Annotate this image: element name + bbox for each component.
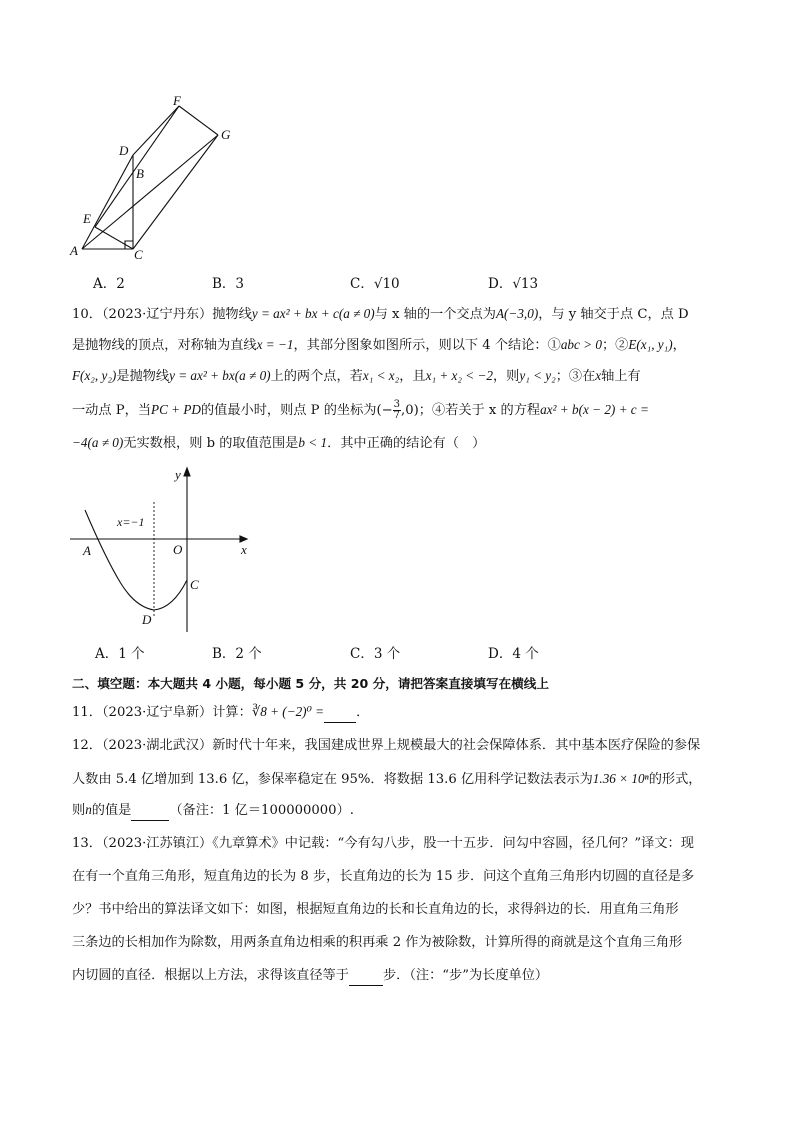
q13-line-5: 内切圆的直径．根据以上方法，求得该直径等于 步．（注：“步”为长度单位） — [72, 967, 548, 986]
label-f: F — [173, 93, 181, 108]
parabola-graph — [65, 462, 265, 637]
q9-option-b[interactable]: B．3 — [212, 276, 245, 292]
segment-cg — [133, 135, 218, 249]
y-axis-arrow — [184, 468, 190, 476]
q10-option-d[interactable]: D．4 个 — [488, 646, 539, 662]
segment-ad — [82, 155, 133, 249]
q10-line-5: −4(a ≠ 0)无实数根，则 b 的取值范围是b < 1．其中正确的结论有（ ） — [72, 435, 486, 451]
q11-answer-blank[interactable] — [324, 704, 356, 723]
label-d-point: D — [142, 612, 152, 627]
label-x: x — [241, 542, 247, 557]
q10-line-3: F(x₂, y₂)是抛物线y = ax² + bx(a ≠ 0)上的两个点，若x₁ < x₂，且x₁ + x₂ < −2，则y₁ < y₂；③在x轴上有 — [72, 368, 641, 384]
q13-line-1: 13．（2023·江苏镇江）《九章算术》中记载：“今有勾八步，股一十五步．问勾中容圆，径几何？”译文：现 — [72, 836, 694, 851]
segment-ec — [95, 227, 133, 249]
q10-option-b[interactable]: B．2 个 — [212, 646, 262, 662]
q9-option-c[interactable]: C．√10 — [350, 276, 400, 292]
label-symmetry-axis: x=−1 — [117, 515, 145, 529]
q10-line-1: 10．（2023·辽宁丹东）抛物线y = ax² + bx + c(a ≠ 0)与 x 轴的一个交点为A(−3,0)，与 y 轴交于点 C，点 D — [72, 306, 689, 322]
q12-line-2: 人数由 5.4 亿增加到 13.6 亿，参保率稳定在 95%．将数据 13.6 亿用科学记数法表示为1.36 × 10ⁿ的形式， — [72, 771, 702, 787]
label-y: y — [175, 467, 181, 482]
label-g: G — [221, 127, 231, 142]
q12-line-3: 则n的值是 （备注：1 亿＝100000000）. — [72, 801, 354, 821]
q10-option-a[interactable]: A．1 个 — [95, 646, 145, 662]
label-c-point: C — [190, 577, 199, 592]
label-d: D — [119, 143, 129, 158]
section-heading: 二、填空题：本大题共 4 小题，每小题 5 分，共 20 分，请把答案直接填写在横线上 — [72, 676, 549, 691]
label-b: B — [136, 166, 144, 181]
q10-line-4: 一动点 P，当PC + PD的值最小时，则点 P 的坐标为(− $\frac{3}{7}$ ,0)；④若关于 x 的方程ax² + b(x − 2) + c = — [72, 399, 649, 421]
q13-line-2: 在有一个直角三角形，短直角边的长为 8 步，长直角边的长为 15 步．问这个直角三角形内切圆的直径是多 — [72, 869, 695, 884]
label-c: C — [134, 247, 143, 262]
q12-answer-blank[interactable] — [131, 802, 169, 821]
q13-line-4: 三条边的长相加作为除数，用两条直角边相乘的积再乘 2 作为被除数，计算所得的商就是这个直角三角形 — [72, 935, 683, 950]
fraction-3-7: $\frac{3}{7}$ — [393, 399, 401, 421]
q11-line: 11．（2023·辽宁阜新）计算：∛8 + (−2)⁰ = ． — [72, 703, 369, 723]
label-e: E — [83, 211, 91, 226]
label-origin: O — [173, 542, 183, 557]
q10-line-2: 是抛物线的顶点，对称轴为直线x = −1，其部分图象如图所示，则以下 4 个结论：①abc > 0；②E(x₁, y₁)， — [72, 337, 686, 353]
label-a: A — [70, 243, 78, 258]
label-a-point: A — [83, 543, 91, 558]
q13-line-3: 少？书中给出的算法译文如下：如图，根据短直角边的长和长直角边的长，求得斜边的长．用直角三角形 — [72, 902, 679, 917]
q9-option-a[interactable]: A．2 — [93, 276, 125, 292]
q13-answer-blank[interactable] — [349, 967, 383, 986]
geometry-figure — [55, 92, 245, 262]
segment-df — [133, 106, 179, 155]
segment-fg — [179, 106, 218, 135]
q12-line-1: 12．（2023·湖北武汉）新时代十年来，我国建成世界上规模最大的社会保障体系．其中基本医疗保险的参保 — [72, 738, 701, 753]
q10-option-c[interactable]: C．3 个 — [350, 646, 401, 662]
q9-option-d[interactable]: D．√13 — [488, 276, 539, 292]
